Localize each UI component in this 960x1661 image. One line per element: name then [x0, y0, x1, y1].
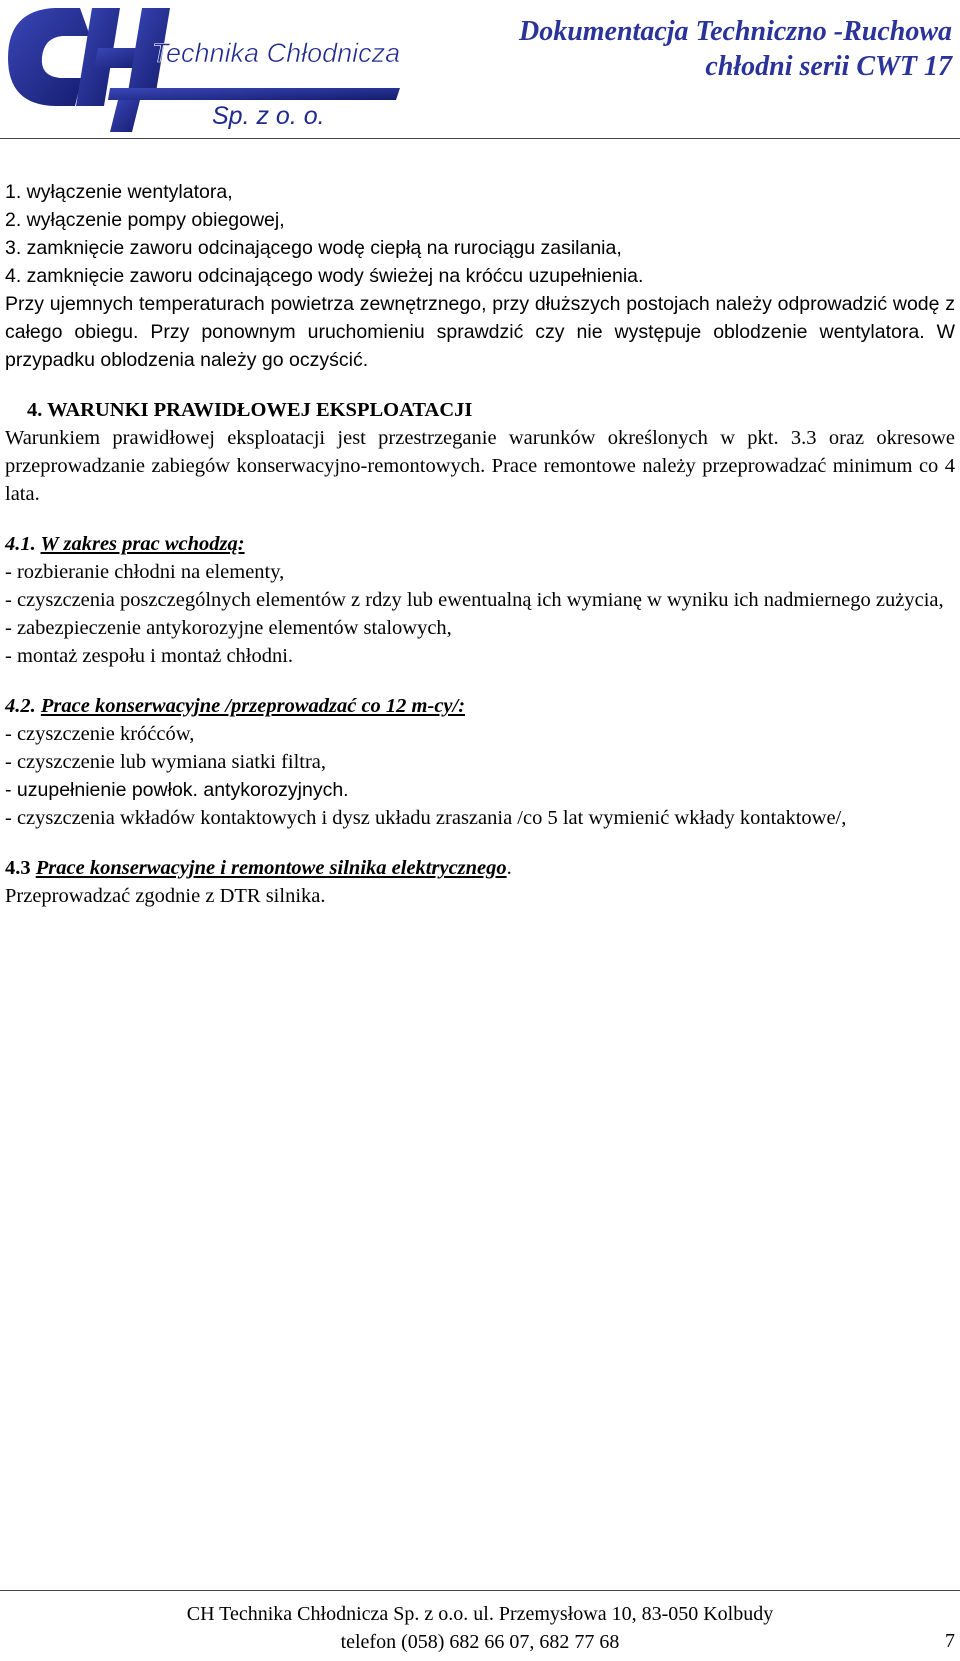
section-4-number: 4.: [27, 399, 43, 421]
list-item: - rozbieranie chłodni na elementy,: [5, 561, 285, 583]
section-4-2-heading: [5, 692, 955, 720]
list-item: - czyszczenia wkładów kontaktowych i dysz układu zraszania /co 5 lat wymienić wkłady kontaktowe/,: [5, 807, 847, 829]
company-logo: [0, 0, 420, 135]
section-4-paragraph: Warunkiem prawidłowej eksploatacji jest przestrzeganie warunków określonych w pkt. 3.3 oraz okresowe przeprowadzanie zabiegów konserwacyjno-remontowych. Prace remontowe należy przeprowadzać minimum co 4 lata.: [5, 427, 955, 505]
section-4-2-list: [5, 720, 955, 832]
section-4-3-text: Przeprowadzać zgodnie z DTR silnika.: [5, 885, 326, 907]
page-footer: [0, 1600, 960, 1656]
section-4-title: WARUNKI PRAWIDŁOWEJ EKSPLOATACJI: [47, 399, 473, 421]
section-4-2-title: Prace konserwacyjne /przeprowadzać co 12 m-cy/:: [40, 695, 466, 717]
page-content: [5, 178, 955, 910]
list-item: - czyszczenia poszczególnych elementów z rdzy lub ewentualną ich wymianę w wyniku ich nadmiernego zużycia,: [5, 589, 944, 611]
footer-address: CH Technika Chłodnicza Sp. z o.o. ul. Przemysłowa 10, 83-050 Kolbudy: [186, 1603, 774, 1625]
list-item: - zabezpieczenie antykorozyjne elementów stalowych,: [5, 617, 452, 639]
header-divider: [0, 138, 960, 139]
list-item: 2. wyłączenie pompy obiegowej,: [5, 209, 285, 231]
section-4-1-title: W zakres prac wchodzą:: [40, 533, 245, 555]
list-item: - czyszczenie lub wymiana siatki filtra,: [5, 751, 327, 773]
section-4-3-heading: [5, 854, 955, 882]
list-item: - montaż zespołu i montaż chłodni.: [5, 645, 294, 667]
document-title: [519, 14, 952, 84]
section-4-3-number: 4.3: [5, 857, 31, 879]
list-item: - czyszczenie króćców,: [5, 723, 195, 745]
section-4-2-number: 4.2.: [5, 695, 36, 717]
section-4-1-number: 4.1.: [5, 533, 36, 555]
list-item: 3. zamknięcie zaworu odcinającego wodę ciepłą na rurociągu zasilania,: [5, 237, 622, 259]
document-title-line1: Dokumentacja Techniczno -Ruchowa: [518, 16, 952, 47]
document-title-line2: chłodni serii CWT 17: [705, 51, 952, 82]
shutdown-steps-list: [5, 178, 955, 374]
section-4-heading: [5, 396, 955, 424]
winter-paragraph: Przy ujemnych temperaturach powietrza zewnętrznego, przy dłuższych postojach należy odprowadzić wodę z całego obiegu. Przy ponownym uruchomieniu sprawdzić czy nie występuje oblodzenie wentylatora. W przypadku oblodzenia należy go oczyścić.: [5, 293, 955, 371]
section-4-3-title: Prace konserwacyjne i remontowe silnika elektrycznego: [35, 857, 507, 879]
page-header: [0, 0, 960, 138]
list-item: 1. wyłączenie wentylatora,: [5, 181, 233, 203]
logo-company-name: Technika Chłodnicza: [152, 38, 401, 68]
section-4-1-heading: [5, 530, 955, 558]
list-item: - uzupełnienie powłok. antykorozyjnych.: [5, 779, 349, 801]
list-item: 4. zamknięcie zaworu odcinającego wody świeżej na króćcu uzupełnienia.: [5, 265, 644, 287]
page-number: 7: [945, 1630, 955, 1652]
section-4-1-list: [5, 558, 955, 670]
section-4-3-title-end: .: [506, 857, 512, 879]
footer-phone: telefon (058) 682 66 07, 682 77 68: [340, 1631, 620, 1653]
footer-divider: [0, 1590, 960, 1591]
logo-suffix: Sp. z o. o.: [212, 102, 325, 130]
